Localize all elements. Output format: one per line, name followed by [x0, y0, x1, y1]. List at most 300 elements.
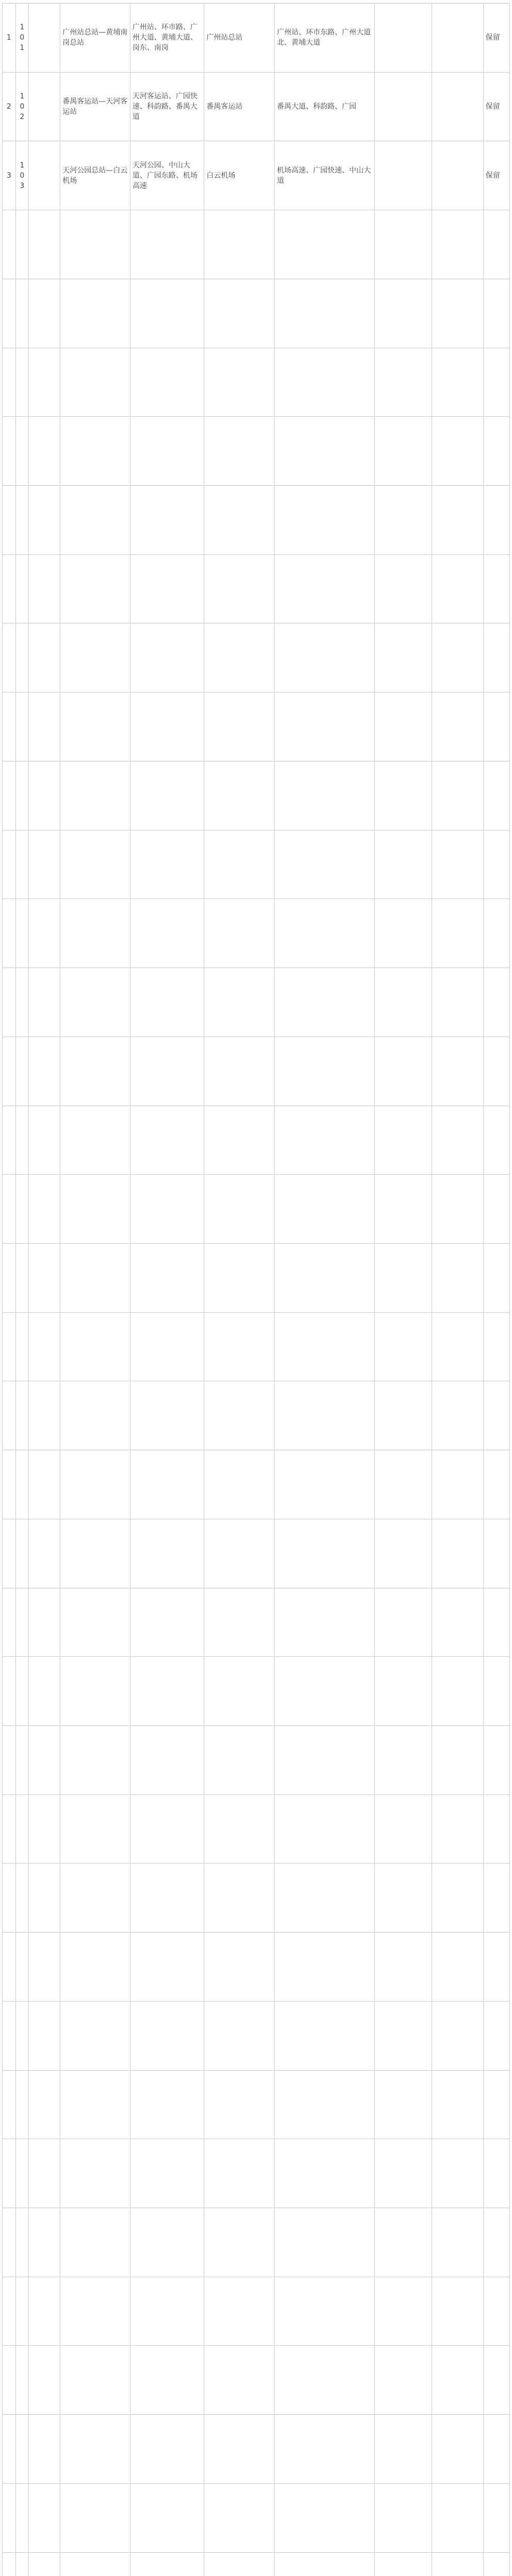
cell-code: 101 — [15, 4, 29, 73]
cell-no — [3, 1312, 16, 1381]
cell-route — [60, 899, 130, 968]
cell-terminal — [204, 1243, 275, 1312]
table-row — [3, 1106, 510, 1175]
route-table — [2, 3, 510, 2576]
cell-code — [15, 899, 29, 968]
cell-note — [432, 623, 483, 692]
cell-status — [483, 554, 509, 623]
cell-code — [15, 2552, 29, 2576]
cell-route — [60, 1381, 130, 1450]
cell-stops_a — [130, 486, 204, 555]
cell-no — [3, 1450, 16, 1519]
cell-stops_b — [275, 1657, 374, 1726]
cell-extra — [374, 554, 432, 623]
cell-route — [60, 1450, 130, 1519]
table-row — [3, 2208, 510, 2277]
cell-note — [432, 830, 483, 899]
cell-no — [3, 1381, 16, 1450]
cell-terminal — [204, 1175, 275, 1244]
cell-terminal — [204, 899, 275, 968]
cell-dir — [29, 2001, 60, 2070]
cell-note — [432, 554, 483, 623]
cell-terminal — [204, 2139, 275, 2208]
cell-code — [15, 1037, 29, 1106]
cell-stops_b — [275, 2346, 374, 2415]
cell-route — [60, 761, 130, 830]
cell-extra — [374, 2001, 432, 2070]
cell-status — [483, 1243, 509, 1312]
cell-code — [15, 2208, 29, 2277]
cell-note — [432, 968, 483, 1037]
cell-terminal — [204, 2483, 275, 2552]
cell-stops_b — [275, 623, 374, 692]
cell-no — [3, 554, 16, 623]
cell-code — [15, 1725, 29, 1794]
cell-route — [60, 968, 130, 1037]
cell-stops_a — [130, 692, 204, 761]
table-row — [3, 1933, 510, 2002]
cell-stops_b — [275, 2139, 374, 2208]
cell-note — [432, 2552, 483, 2576]
cell-stops_a: 天河公园、中山大道、广园东路、机场高速 — [130, 141, 204, 210]
cell-code — [15, 1794, 29, 1863]
cell-status — [483, 2208, 509, 2277]
cell-status — [483, 279, 509, 348]
cell-route — [60, 2552, 130, 2576]
cell-no — [3, 1175, 16, 1244]
cell-status — [483, 1312, 509, 1381]
cell-dir — [29, 692, 60, 761]
cell-stops_b — [275, 692, 374, 761]
cell-route — [60, 1312, 130, 1381]
table-row — [3, 554, 510, 623]
cell-note — [432, 1794, 483, 1863]
cell-stops_a — [130, 2277, 204, 2346]
cell-code — [15, 1519, 29, 1588]
cell-dir — [29, 1037, 60, 1106]
cell-status — [483, 348, 509, 417]
cell-stops_a: 天河客运站、广园快速、科韵路、番禺大道 — [130, 72, 204, 141]
cell-no — [3, 2001, 16, 2070]
cell-status — [483, 486, 509, 555]
cell-status — [483, 761, 509, 830]
cell-stops_a: 广州站、环市路、广州大道、黄埔大道、岗东、南岗 — [130, 4, 204, 73]
cell-route — [60, 2483, 130, 2552]
cell-dir — [29, 1243, 60, 1312]
table-row — [3, 1657, 510, 1726]
cell-code — [15, 2415, 29, 2484]
cell-stops_a — [130, 1312, 204, 1381]
cell-route — [60, 2139, 130, 2208]
cell-status — [483, 1381, 509, 1450]
cell-dir — [29, 2483, 60, 2552]
cell-terminal — [204, 1863, 275, 1933]
table-row — [3, 1725, 510, 1794]
cell-terminal: 广州站总站 — [204, 4, 275, 73]
cell-extra — [374, 2346, 432, 2415]
cell-code — [15, 2483, 29, 2552]
cell-stops_a — [130, 1037, 204, 1106]
table-row — [3, 1519, 510, 1588]
cell-no: 1 — [3, 4, 16, 73]
cell-extra — [374, 830, 432, 899]
cell-note — [432, 1312, 483, 1381]
cell-stops_b — [275, 2483, 374, 2552]
cell-dir — [29, 2070, 60, 2139]
cell-code — [15, 2139, 29, 2208]
cell-no — [3, 1037, 16, 1106]
cell-note — [432, 1037, 483, 1106]
cell-dir — [29, 417, 60, 486]
cell-code — [15, 417, 29, 486]
cell-dir — [29, 2552, 60, 2576]
cell-stops_b — [275, 210, 374, 279]
table-row — [3, 4, 510, 73]
cell-status — [483, 1175, 509, 1244]
cell-note — [432, 2277, 483, 2346]
cell-note — [432, 210, 483, 279]
cell-no — [3, 968, 16, 1037]
cell-code — [15, 279, 29, 348]
cell-stops_b — [275, 1725, 374, 1794]
cell-terminal — [204, 2415, 275, 2484]
cell-code — [15, 2070, 29, 2139]
cell-terminal: 白云机场 — [204, 141, 275, 210]
table-row — [3, 348, 510, 417]
cell-dir — [29, 1863, 60, 1933]
cell-status — [483, 2139, 509, 2208]
table-row — [3, 2415, 510, 2484]
cell-dir — [29, 1106, 60, 1175]
cell-no — [3, 2208, 16, 2277]
cell-status — [483, 210, 509, 279]
cell-stops_b — [275, 2001, 374, 2070]
cell-no — [3, 279, 16, 348]
cell-extra — [374, 2070, 432, 2139]
table-row — [3, 761, 510, 830]
cell-stops_b — [275, 2070, 374, 2139]
cell-route: 天河公园总站—白云机场 — [60, 141, 130, 210]
table-row — [3, 968, 510, 1037]
cell-stops_a — [130, 1588, 204, 1657]
cell-stops_a — [130, 1657, 204, 1726]
cell-stops_a — [130, 968, 204, 1037]
cell-route — [60, 554, 130, 623]
cell-status — [483, 2070, 509, 2139]
cell-stops_b — [275, 2277, 374, 2346]
cell-code — [15, 761, 29, 830]
cell-dir — [29, 72, 60, 141]
cell-extra — [374, 1863, 432, 1933]
cell-extra — [374, 279, 432, 348]
cell-extra — [374, 486, 432, 555]
cell-code — [15, 2346, 29, 2415]
cell-stops_a — [130, 830, 204, 899]
cell-stops_a — [130, 1175, 204, 1244]
cell-note — [432, 1657, 483, 1726]
cell-route — [60, 348, 130, 417]
table-row — [3, 72, 510, 141]
cell-dir — [29, 761, 60, 830]
cell-terminal — [204, 1588, 275, 1657]
table-row — [3, 2001, 510, 2070]
cell-stops_a — [130, 2552, 204, 2576]
cell-note — [432, 899, 483, 968]
cell-status — [483, 1933, 509, 2002]
cell-terminal: 番禺客运站 — [204, 72, 275, 141]
cell-extra — [374, 2415, 432, 2484]
cell-stops_b — [275, 1106, 374, 1175]
cell-extra — [374, 141, 432, 210]
cell-dir — [29, 1381, 60, 1450]
cell-note — [432, 2139, 483, 2208]
cell-extra — [374, 1519, 432, 1588]
cell-extra — [374, 417, 432, 486]
cell-no — [3, 2483, 16, 2552]
cell-no — [3, 1725, 16, 1794]
cell-terminal — [204, 210, 275, 279]
cell-terminal — [204, 2001, 275, 2070]
table-row — [3, 1175, 510, 1244]
cell-note — [432, 1933, 483, 2002]
cell-status — [483, 1106, 509, 1175]
cell-dir — [29, 968, 60, 1037]
cell-status — [483, 2483, 509, 2552]
cell-stops_b — [275, 417, 374, 486]
cell-status — [483, 1450, 509, 1519]
cell-route — [60, 279, 130, 348]
cell-route — [60, 1243, 130, 1312]
cell-extra — [374, 1450, 432, 1519]
cell-stops_b — [275, 1519, 374, 1588]
cell-route — [60, 830, 130, 899]
cell-extra — [374, 2277, 432, 2346]
cell-extra — [374, 210, 432, 279]
cell-stops_a — [130, 1243, 204, 1312]
cell-note — [432, 1175, 483, 1244]
cell-stops_b — [275, 1381, 374, 1450]
cell-stops_a — [130, 348, 204, 417]
cell-stops_a — [130, 1933, 204, 2002]
cell-route — [60, 2001, 130, 2070]
cell-terminal — [204, 279, 275, 348]
cell-note — [432, 348, 483, 417]
cell-no — [3, 1657, 16, 1726]
cell-dir — [29, 1588, 60, 1657]
cell-note — [432, 1863, 483, 1933]
cell-dir — [29, 210, 60, 279]
cell-status: 保留 — [483, 4, 509, 73]
cell-route — [60, 486, 130, 555]
cell-status — [483, 623, 509, 692]
cell-note — [432, 2001, 483, 2070]
cell-route — [60, 1037, 130, 1106]
cell-route — [60, 2415, 130, 2484]
cell-stops_a — [130, 1106, 204, 1175]
cell-dir — [29, 2208, 60, 2277]
cell-route — [60, 1794, 130, 1863]
cell-code — [15, 554, 29, 623]
cell-extra — [374, 1933, 432, 2002]
cell-extra — [374, 1381, 432, 1450]
table-row — [3, 2552, 510, 2576]
cell-stops_a — [130, 2139, 204, 2208]
cell-terminal — [204, 2346, 275, 2415]
cell-status — [483, 1588, 509, 1657]
cell-stops_b: 番禺大道、科韵路、广园 — [275, 72, 374, 141]
cell-code — [15, 1450, 29, 1519]
cell-extra — [374, 692, 432, 761]
cell-status — [483, 1037, 509, 1106]
cell-extra — [374, 1106, 432, 1175]
cell-dir — [29, 1312, 60, 1381]
cell-stops_a — [130, 1794, 204, 1863]
cell-status — [483, 1794, 509, 1863]
cell-extra — [374, 899, 432, 968]
cell-stops_b — [275, 2415, 374, 2484]
cell-extra — [374, 2552, 432, 2576]
cell-stops_a — [130, 2483, 204, 2552]
cell-dir — [29, 348, 60, 417]
cell-route — [60, 1519, 130, 1588]
cell-code — [15, 1657, 29, 1726]
cell-dir — [29, 4, 60, 73]
cell-dir — [29, 623, 60, 692]
cell-stops_a — [130, 2415, 204, 2484]
cell-note — [432, 2483, 483, 2552]
cell-no: 2 — [3, 72, 16, 141]
cell-code — [15, 348, 29, 417]
cell-dir — [29, 1175, 60, 1244]
cell-extra — [374, 4, 432, 73]
cell-dir — [29, 486, 60, 555]
cell-terminal — [204, 761, 275, 830]
cell-note — [432, 2415, 483, 2484]
cell-code — [15, 2277, 29, 2346]
cell-stops_b — [275, 968, 374, 1037]
cell-stops_a — [130, 2001, 204, 2070]
cell-code — [15, 2001, 29, 2070]
cell-terminal — [204, 554, 275, 623]
cell-route — [60, 2277, 130, 2346]
cell-route — [60, 1106, 130, 1175]
cell-dir — [29, 279, 60, 348]
cell-stops_a — [130, 1519, 204, 1588]
cell-no: 3 — [3, 141, 16, 210]
cell-no — [3, 2139, 16, 2208]
cell-extra — [374, 1725, 432, 1794]
cell-stops_a — [130, 899, 204, 968]
cell-stops_a — [130, 554, 204, 623]
cell-code — [15, 1588, 29, 1657]
cell-route — [60, 417, 130, 486]
cell-note — [432, 2208, 483, 2277]
cell-note — [432, 1243, 483, 1312]
table-row — [3, 486, 510, 555]
cell-status — [483, 1657, 509, 1726]
table-row — [3, 2070, 510, 2139]
cell-status — [483, 2001, 509, 2070]
cell-code: 103 — [15, 141, 29, 210]
cell-code — [15, 1312, 29, 1381]
cell-note — [432, 2070, 483, 2139]
cell-route — [60, 1933, 130, 2002]
cell-dir — [29, 2277, 60, 2346]
cell-stops_b — [275, 1450, 374, 1519]
cell-extra — [374, 1794, 432, 1863]
cell-terminal — [204, 2277, 275, 2346]
cell-note — [432, 279, 483, 348]
table-row — [3, 1794, 510, 1863]
cell-code — [15, 1933, 29, 2002]
cell-no — [3, 486, 16, 555]
table-row — [3, 1381, 510, 1450]
cell-route — [60, 623, 130, 692]
cell-stops_a — [130, 2070, 204, 2139]
cell-terminal — [204, 2552, 275, 2576]
cell-stops_b — [275, 348, 374, 417]
cell-dir — [29, 899, 60, 968]
cell-code — [15, 968, 29, 1037]
cell-stops_a — [130, 1863, 204, 1933]
cell-extra — [374, 761, 432, 830]
cell-stops_a — [130, 1450, 204, 1519]
cell-code — [15, 1863, 29, 1933]
cell-no — [3, 2552, 16, 2576]
cell-code — [15, 210, 29, 279]
cell-dir — [29, 2346, 60, 2415]
cell-code: 102 — [15, 72, 29, 141]
cell-stops_a — [130, 1725, 204, 1794]
table-row — [3, 2139, 510, 2208]
cell-dir — [29, 1519, 60, 1588]
cell-stops_b — [275, 1933, 374, 2002]
cell-code — [15, 1175, 29, 1244]
cell-status — [483, 899, 509, 968]
cell-terminal — [204, 1106, 275, 1175]
table-row — [3, 1863, 510, 1933]
cell-status — [483, 2277, 509, 2346]
table-row — [3, 210, 510, 279]
table-row — [3, 1588, 510, 1657]
cell-dir — [29, 1657, 60, 1726]
cell-terminal — [204, 968, 275, 1037]
cell-code — [15, 623, 29, 692]
table-row — [3, 141, 510, 210]
cell-dir — [29, 2139, 60, 2208]
table-row — [3, 692, 510, 761]
cell-note — [432, 1450, 483, 1519]
cell-terminal — [204, 1312, 275, 1381]
cell-terminal — [204, 348, 275, 417]
cell-stops_b — [275, 1243, 374, 1312]
cell-note — [432, 417, 483, 486]
cell-dir — [29, 1794, 60, 1863]
cell-no — [3, 761, 16, 830]
cell-no — [3, 1933, 16, 2002]
cell-route — [60, 1725, 130, 1794]
table-row — [3, 830, 510, 899]
cell-terminal — [204, 692, 275, 761]
cell-stops_a — [130, 2346, 204, 2415]
cell-status — [483, 692, 509, 761]
cell-stops_a — [130, 417, 204, 486]
cell-stops_a — [130, 279, 204, 348]
cell-terminal — [204, 1794, 275, 1863]
cell-dir — [29, 554, 60, 623]
cell-extra — [374, 1312, 432, 1381]
cell-route — [60, 2070, 130, 2139]
